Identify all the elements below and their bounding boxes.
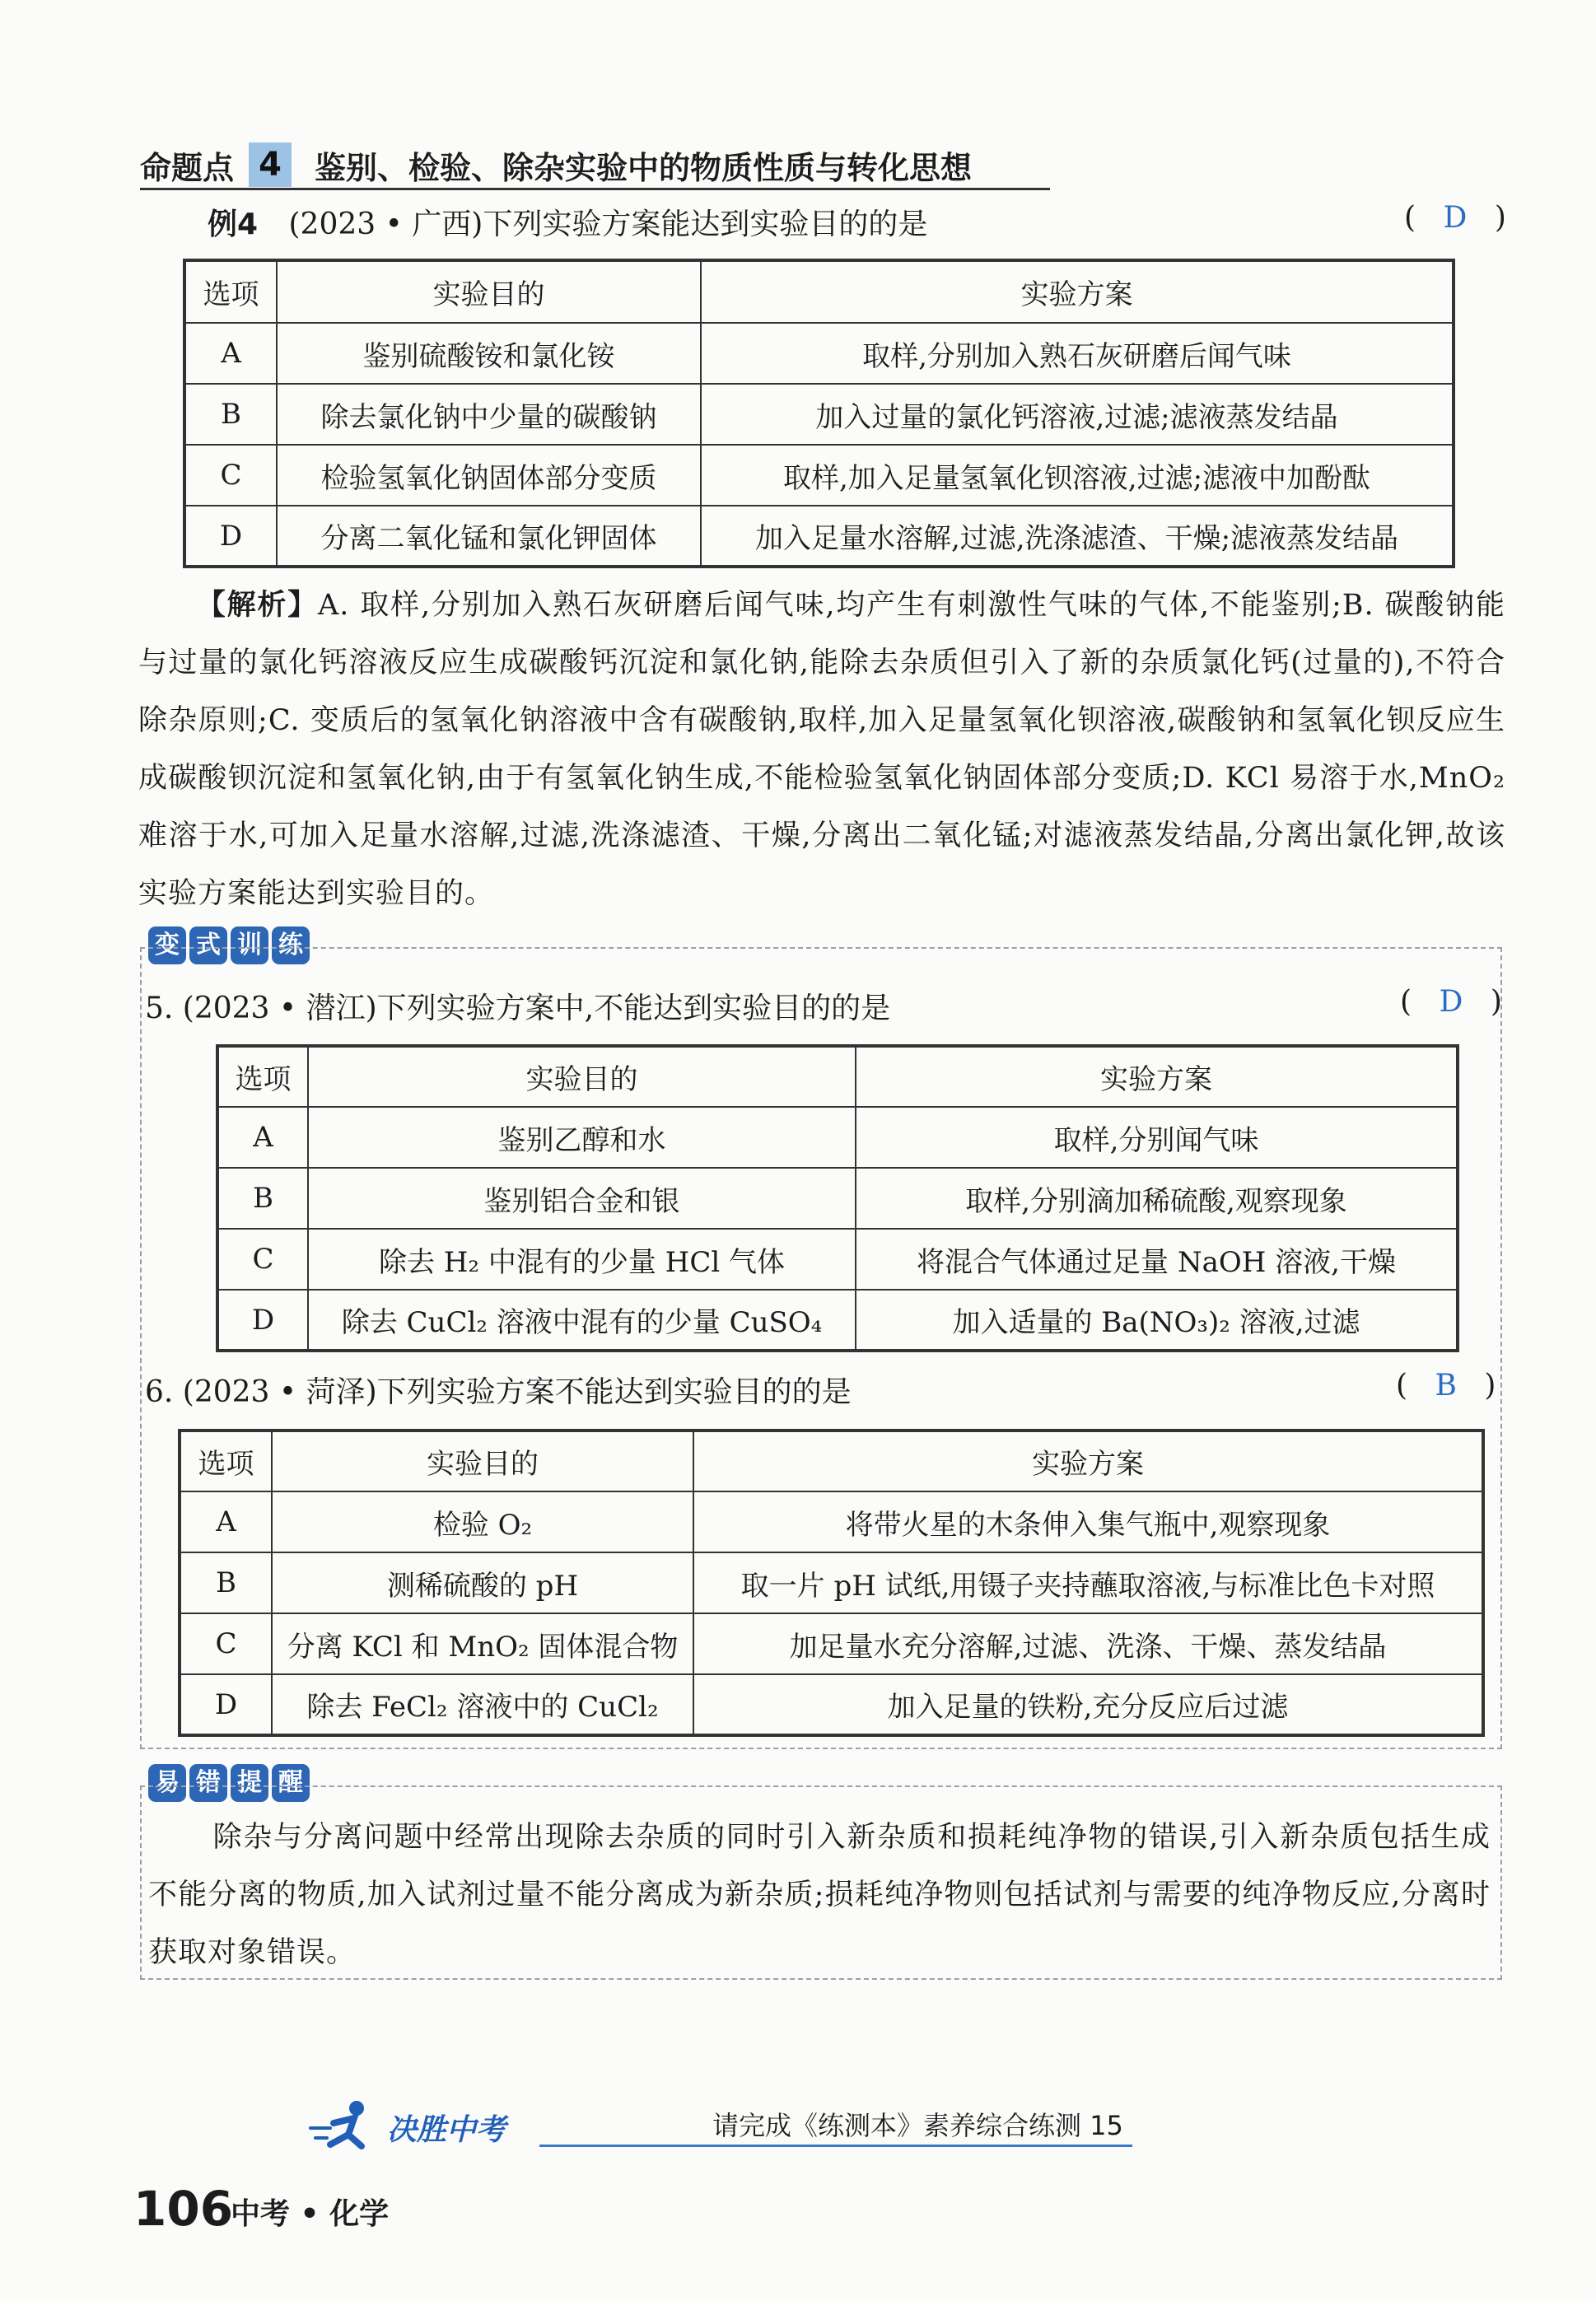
goal-cell: 分离 KCl 和 MnO₂ 固体混合物	[272, 1613, 693, 1674]
plan-cell: 将混合气体通过足量 NaOH 溶液,干燥	[856, 1229, 1458, 1290]
table-row	[217, 1107, 1458, 1168]
q5-answer	[1400, 985, 1502, 1019]
table-row	[217, 1168, 1458, 1229]
header-cell: 实验目的	[272, 1431, 693, 1491]
q6-stem: 6. (2023 • 菏泽)下列实验方案不能达到实验目的的是	[145, 1375, 852, 1409]
table-header-row	[217, 1046, 1458, 1107]
example4-stem: (2023 • 广西)下列实验方案能达到实验目的的是	[288, 208, 928, 241]
goal-cell: 鉴别乙醇和水	[308, 1107, 856, 1168]
plan-cell: 加入足量水溶解,过滤,洗涤滤渣、干燥;滤液蒸发结晶	[701, 506, 1454, 567]
tip-text-block	[148, 1809, 1491, 1981]
tip-tag-char: 易	[148, 1764, 186, 1802]
analysis-text: A. 取样,分别加入熟石灰研磨后闻气味,均产生有刺激性气味的气体,不能鉴别;B. 碳酸钠能与过量的氯化钙溶液反应生成碳酸钙沉淀和氯化钠,能除去杂质但引入了新的杂质氯化钙(过量的),不符合除杂原则;C. 变质后的氢氧化钠溶液中含有碳酸钠,取样,加入足量氢氧化钡溶液,碳酸钠和氢氧化钡反应生成碳酸钡沉淀和氢氧化钠,由于有氢氧化钠生成,不能检验氢氧化钠固体部分变质;D. KCl 易溶于水,MnO₂ 难溶于水,可加入足量水溶解,过滤,洗涤滤渣、干燥,分离出二氧化锰;对滤液蒸发结晶,分离出氯化钾,故该实验方案能达到实验目的。	[138, 589, 1505, 910]
goal-cell: 除去氯化钠中少量的碳酸钠	[277, 384, 701, 445]
practice-tag-char: 变	[148, 926, 186, 964]
option-cell: A	[217, 1107, 308, 1168]
brand-logo: 决胜中考	[387, 2113, 506, 2147]
plan-cell: 取样,分别加入熟石灰研磨后闻气味	[701, 323, 1454, 384]
q5-stem: 5. (2023 • 潜江)下列实验方案中,不能达到实验目的的是	[145, 992, 891, 1025]
answer-close: )	[1490, 985, 1502, 1019]
option-cell: B	[217, 1168, 308, 1229]
table-row	[184, 445, 1454, 506]
goal-cell: 检验 O₂	[272, 1491, 693, 1552]
option-cell: C	[217, 1229, 308, 1290]
answer-close: )	[1494, 201, 1506, 235]
tip-text: 除杂与分离问题中经常出现除去杂质的同时引入新杂质和损耗纯净物的错误,引入新杂质包括生成不能分离的物质,加入试剂过量不能分离成为新杂质;损耗纯净物则包括试剂与需要的纯净物反应,分离时获取对象错误。	[148, 1821, 1491, 1969]
answer-letter: B	[1435, 1369, 1457, 1403]
page-number: 106	[133, 2181, 234, 2237]
table-row	[217, 1290, 1458, 1351]
example4-stem-line	[208, 201, 927, 243]
plan-cell: 加入过量的氯化钙溶液,过滤;滤液蒸发结晶	[701, 384, 1454, 445]
q5-table	[216, 1044, 1459, 1352]
tip-tag-char: 错	[189, 1764, 227, 1802]
example4-table	[183, 259, 1455, 568]
header-cell: 实验目的	[277, 260, 701, 323]
section-number: 4	[249, 142, 292, 187]
table-row	[184, 384, 1454, 445]
option-cell: D	[217, 1290, 308, 1351]
practice-tag-char: 式	[189, 926, 227, 964]
table-header-row	[184, 260, 1454, 323]
goal-cell: 鉴别硫酸铵和氯化铵	[277, 323, 701, 384]
section-title: 鉴别、检验、除杂实验中的物质性质与转化思想	[315, 149, 973, 186]
practice-tag-char: 练	[272, 926, 310, 964]
plan-cell: 取样,加入足量氢氧化钡溶液,过滤;滤液中加酚酞	[701, 445, 1454, 506]
table-header-row	[180, 1431, 1483, 1491]
runner-logo-icon	[309, 2098, 383, 2159]
tip-tag-char: 醒	[272, 1764, 310, 1802]
table-row	[180, 1674, 1483, 1735]
option-cell: A	[184, 323, 277, 384]
answer-open: (	[1400, 985, 1412, 1019]
plan-cell: 取样,分别闻气味	[856, 1107, 1458, 1168]
subject-label: 中考 • 化学	[231, 2197, 390, 2231]
option-cell: B	[184, 384, 277, 445]
tip-tag-char: 提	[231, 1764, 268, 1802]
header-cell: 实验方案	[693, 1431, 1483, 1491]
example4-answer	[1404, 201, 1506, 235]
analysis-label: 【解析】	[196, 589, 319, 622]
answer-letter: D	[1443, 201, 1468, 235]
answer-close: )	[1484, 1369, 1496, 1403]
plan-cell: 加入足量的铁粉,充分反应后过滤	[693, 1674, 1483, 1735]
plan-cell: 将带火星的木条伸入集气瓶中,观察现象	[693, 1491, 1483, 1552]
table-row	[180, 1491, 1483, 1552]
table-row	[184, 323, 1454, 384]
answer-open: (	[1404, 201, 1416, 235]
plan-cell: 取样,分别滴加稀硫酸,观察现象	[856, 1168, 1458, 1229]
option-cell: C	[180, 1613, 272, 1674]
header-cell: 实验目的	[308, 1046, 856, 1107]
example4-label: 例4	[208, 208, 259, 241]
header-cell: 选项	[217, 1046, 308, 1107]
table-row	[184, 506, 1454, 567]
goal-cell: 除去 FeCl₂ 溶液中的 CuCl₂	[272, 1674, 693, 1735]
option-cell: D	[184, 506, 277, 567]
section-label: 命题点	[140, 149, 235, 186]
option-cell: A	[180, 1491, 272, 1552]
goal-cell: 检验氢氧化钠固体部分变质	[277, 445, 701, 506]
answer-letter: D	[1439, 985, 1463, 1019]
goal-cell: 除去 CuCl₂ 溶液中混有的少量 CuSO₄	[308, 1290, 856, 1351]
section-header	[140, 140, 972, 189]
footer-rule	[539, 2145, 1132, 2147]
option-cell: D	[180, 1674, 272, 1735]
plan-cell: 加入适量的 Ba(NO₃)₂ 溶液,过滤	[856, 1290, 1458, 1351]
example4-analysis	[138, 576, 1505, 922]
q6-answer	[1396, 1369, 1496, 1403]
goal-cell: 分离二氧化锰和氯化钾固体	[277, 506, 701, 567]
goal-cell: 测稀硫酸的 pH	[272, 1552, 693, 1613]
header-cell: 实验方案	[856, 1046, 1458, 1107]
header-cell: 选项	[180, 1431, 272, 1491]
plan-cell: 取一片 pH 试纸,用镊子夹持蘸取溶液,与标准比色卡对照	[693, 1552, 1483, 1613]
option-cell: B	[180, 1552, 272, 1613]
footer-task: 请完成《练测本》素养综合练测 15	[712, 2110, 1123, 2141]
practice-tag-char: 训	[231, 926, 268, 964]
option-cell: C	[184, 445, 277, 506]
answer-open: (	[1396, 1369, 1408, 1403]
plan-cell: 加足量水充分溶解,过滤、洗涤、干燥、蒸发结晶	[693, 1613, 1483, 1674]
q6-table	[178, 1429, 1485, 1737]
table-row	[217, 1229, 1458, 1290]
table-row	[180, 1613, 1483, 1674]
section-underline	[140, 188, 1050, 190]
header-cell: 选项	[184, 260, 277, 323]
goal-cell: 除去 H₂ 中混有的少量 HCl 气体	[308, 1229, 856, 1290]
table-row	[180, 1552, 1483, 1613]
header-cell: 实验方案	[701, 260, 1454, 323]
goal-cell: 鉴别铝合金和银	[308, 1168, 856, 1229]
